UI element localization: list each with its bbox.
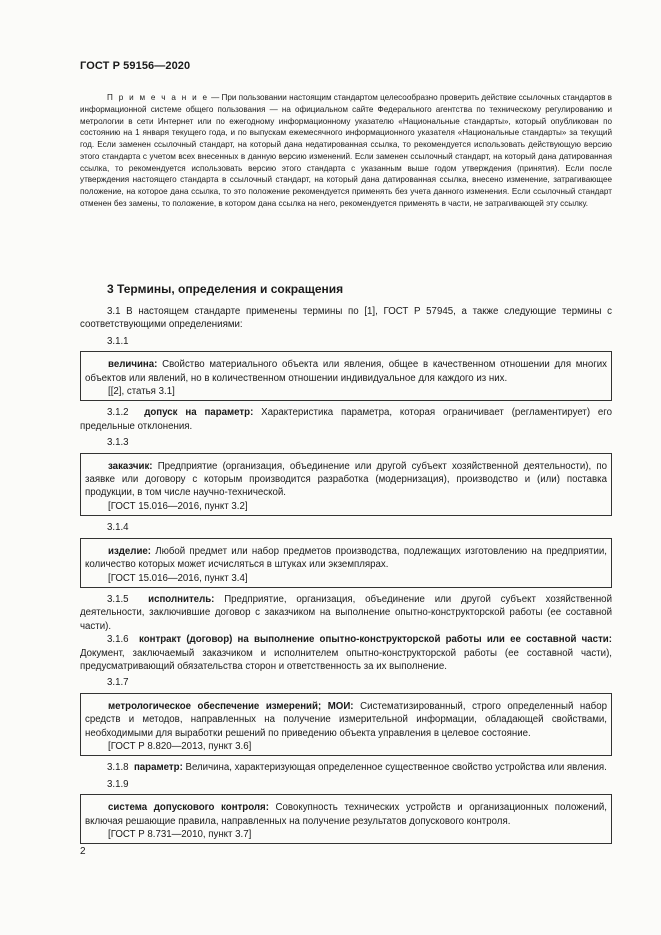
term-name: система допускового контроля: <box>108 802 269 814</box>
term-name: контракт (договор) на выполнение опытно-конструкторской работы или ее составной части: <box>138 634 612 646</box>
term-text: Величина, характеризующая определенное существенное свойство устройства или явления. <box>182 762 607 774</box>
term-definition-box <box>80 794 612 844</box>
term-name: метрологическое обеспечение измерений; МОИ: <box>108 700 354 712</box>
term-number: 3.1.2 <box>107 407 129 419</box>
note-label: П р и м е ч а н и е <box>107 93 209 102</box>
term-number: 3.1.7 <box>107 677 129 689</box>
term-definition <box>85 358 607 385</box>
term-name: величина: <box>108 359 158 371</box>
term-text: Предприятие, организация, объединение или другой субъект хозяйственной деятельности, заключившие договор с заказчиком на выполнение опытно-конструкторской работы (ее составной части). <box>80 593 612 632</box>
term-name: исполнитель: <box>148 593 215 605</box>
term-definition <box>85 460 607 500</box>
section-intro: 3.1 В настоящем стандарте применены термины по [1], ГОСТ Р 57945, а также следующие термины с соответствующими определениями: <box>80 306 612 331</box>
term-number: 3.1.1 <box>107 335 129 347</box>
reference-note <box>80 92 612 210</box>
term-text: Свойство материального объекта или явления, общее в качественном отношении для многих объектов или явлений, но в количественном отношении индивидуальное для каждого из них. <box>85 359 607 384</box>
note-text: — При пользовании настоящим стандартом целесообразно проверить действие ссылочных стандартов в информационной системе общего пользования — на официальном сайте Федерального агентства по техническому регулированию и метрологии в сети Интернет или по ежегодному информационному указателю «Национальные стандарты», который опубликован по состоянию на 1 января текущего года, и по выпускам ежемесячного информационного указателя «Национальные стандарты» за текущий год. Если заменен ссылочный стандарт, на который дана недатированная ссылка, то рекомендуется использовать действующую версию этого стандарта с учетом всех внесенных в данную версию изменений. Если заменен ссылочный стандарт, на который дана датированная ссылка, то рекомендуется использовать версию этого стандарта с указанным выше годом утверждения (принятия). Если после утверждения настоящего стандарта в ссылочный стандарт, на который дана датированная ссылка, внесено изменение, затрагивающее положение, на которое дана ссылка, то это положение рекомендуется применять без учета данного изменения. Если ссылочный стандарт отменен без замены, то положение, в котором дана ссылка на него, рекомендуется применять в части, не затрагивающей эту ссылку. <box>80 93 612 208</box>
term-definition <box>85 700 607 740</box>
term-source: [[2], статья 3.1] <box>108 386 175 398</box>
term-source: [ГОСТ 15.016—2016, пункт 3.2] <box>108 500 248 512</box>
term-definition-box <box>80 693 612 757</box>
term-number: 3.1.4 <box>107 522 129 534</box>
term-text: Документ, заключаемый заказчиком и исполнителем опытно-конструкторской работы (ее составной части), предусматривающий обязательства сторон и ответственность за их выполнение. <box>80 647 612 672</box>
term-number: 3.1.9 <box>107 778 129 790</box>
term-definition-box <box>80 351 612 401</box>
term-definition-box <box>80 538 612 588</box>
term-source: [ГОСТ Р 8.820—2013, пункт 3.6] <box>108 740 252 752</box>
term-source: [ГОСТ Р 8.731—2010, пункт 3.7] <box>108 829 252 840</box>
term-text: Систематизированный, строго определенный набор средств и методов, направленных на получение измерительной информации, обладающей свойствами, необходимыми для выработки решений по приведению объекта управления в целевое состояние. <box>85 700 607 739</box>
standard-header: ГОСТ Р 59156—2020 <box>80 60 191 72</box>
term-definition <box>80 406 612 433</box>
section-content <box>80 305 612 849</box>
term-definition <box>85 545 607 572</box>
term-name: изделие: <box>108 545 152 557</box>
term-name: параметр: <box>133 762 183 774</box>
term-number: 3.1.5 <box>107 593 129 605</box>
page-number: 2 <box>80 846 86 857</box>
term-definition <box>80 633 612 673</box>
section-title: 3 Термины, определения и сокращения <box>107 282 344 296</box>
term-text: Характеристика параметра, которая ограничивает (регламентирует) его предельные отклонения. <box>80 407 612 432</box>
term-number: 3.1.6 <box>107 634 129 646</box>
term-text: Предприятие (организация, объединение или другой субъект хозяйственной деятельности), по заявке или договору с которым производится разработка (модернизация), производство и (или) поставка продукции, в том числе научно-технической. <box>85 460 607 499</box>
term-name: допуск на параметр: <box>144 407 254 419</box>
term-number: 3.1.8 <box>107 762 129 774</box>
term-name: заказчик: <box>108 460 153 472</box>
term-definition <box>80 593 612 633</box>
term-definition <box>80 761 612 774</box>
term-definition-box <box>80 453 612 517</box>
term-definition <box>85 801 607 828</box>
term-source: [ГОСТ 15.016—2016, пункт 3.4] <box>108 572 248 584</box>
term-number: 3.1.3 <box>107 437 129 449</box>
term-text: Любой предмет или набор предметов производства, подлежащих изготовлению на предприятии, количество которых может исчисляться в штуках или экземплярах. <box>85 545 607 571</box>
term-text: Совокупность технических устройств и организационных положений, включая решающие правила, направленных на получение результатов допускового контроля. <box>85 802 607 827</box>
